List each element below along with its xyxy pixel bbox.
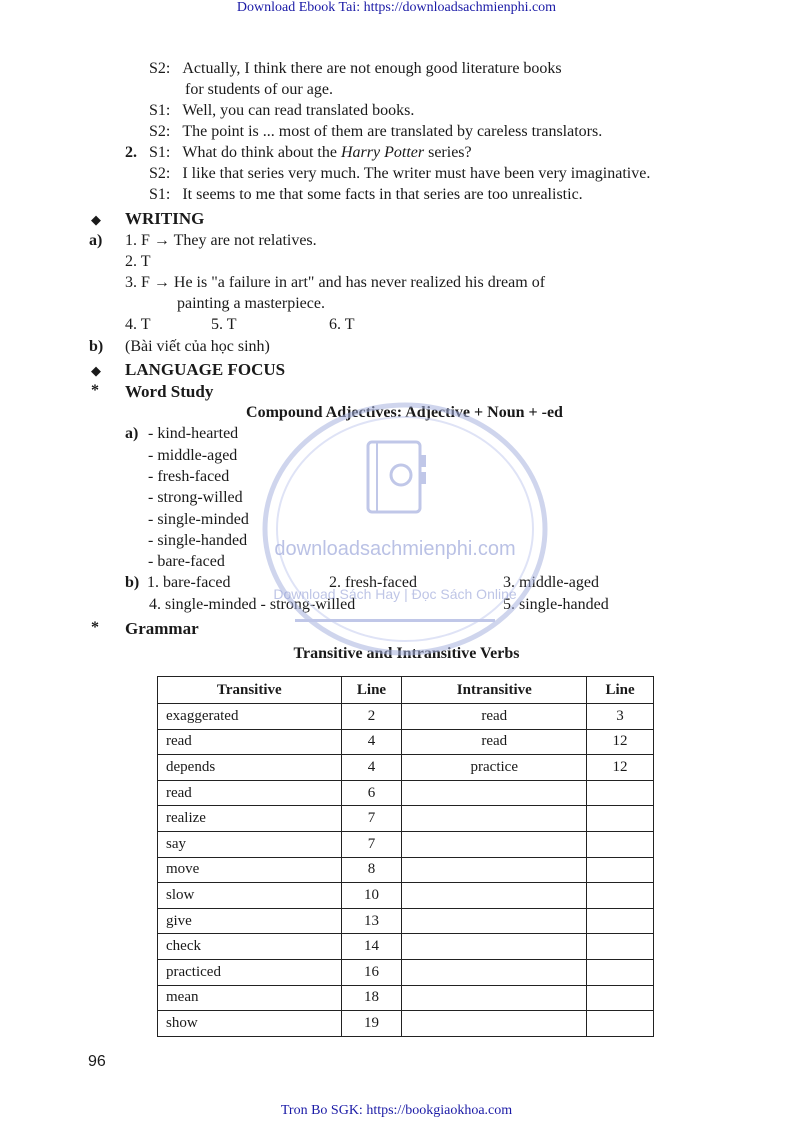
- list-item: - single-handed: [148, 532, 248, 549]
- star-bullet: *: [91, 382, 99, 399]
- cell-transitive: move: [158, 857, 342, 883]
- cell-line: [587, 934, 654, 960]
- cell-intransitive: [402, 959, 587, 985]
- table-row: [158, 780, 654, 806]
- cell-intransitive: read: [402, 704, 587, 730]
- answer-line: 4. single-minded - strong-willed: [149, 596, 356, 613]
- answer-line: 6. T: [329, 316, 355, 333]
- dialogue-line: [149, 123, 602, 141]
- dialogue-text: Actually, I think there are not enough good literature books: [182, 60, 562, 77]
- answer-line: 2. fresh-faced: [329, 574, 417, 591]
- compound-adjectives-title: Compound Adjectives: Adjective + Noun + -ed: [246, 404, 563, 421]
- table-row: [158, 908, 654, 934]
- answer-line: 3. F → He is "a failure in art" and has never realized his dream of: [125, 274, 546, 291]
- answer-line: 1. bare-faced: [147, 574, 231, 591]
- cell-intransitive: [402, 883, 587, 909]
- cell-intransitive: read: [402, 729, 587, 755]
- dialogue-line: [149, 144, 472, 162]
- list-item: - middle-aged: [148, 447, 238, 464]
- watermark-tagline: Download Sách Hay | Đọc Sách Online: [273, 586, 517, 602]
- dialogue-line-cont: for students of our age.: [185, 81, 333, 98]
- dialogue-text: The point is ... most of them are translated by careless translators.: [182, 123, 603, 140]
- list-item: - kind-hearted: [148, 425, 239, 442]
- cell-intransitive: [402, 908, 587, 934]
- cell-line: 2: [341, 704, 402, 730]
- answer-line-cont: painting a masterpiece.: [177, 295, 325, 312]
- dialogue-line: [149, 165, 650, 183]
- cell-line: 10: [341, 883, 402, 909]
- answer-line: 4. T: [125, 316, 151, 333]
- cell-transitive: show: [158, 1011, 342, 1037]
- list-item: - fresh-faced: [148, 468, 230, 485]
- diamond-bullet-icon: ◆: [91, 363, 101, 378]
- header-download-link[interactable]: Download Ebook Tai: https://downloadsachmienphi.com: [236, 0, 557, 15]
- item-label-b: b): [125, 574, 140, 591]
- cell-line: 7: [341, 806, 402, 832]
- table-row: [158, 857, 654, 883]
- subheading-word-study: Word Study: [125, 382, 214, 401]
- speaker-label: S2:: [149, 123, 171, 140]
- cell-line: 6: [341, 780, 402, 806]
- cell-line: 4: [341, 755, 402, 781]
- header-line: Line: [341, 677, 402, 704]
- speaker-label: S2:: [149, 60, 171, 77]
- cell-line: 18: [341, 985, 402, 1011]
- table-row: [158, 934, 654, 960]
- cell-line: [587, 985, 654, 1011]
- cell-transitive: read: [158, 780, 342, 806]
- answer-line: 1. F → They are not relatives.: [125, 232, 317, 249]
- table-row: [158, 704, 654, 730]
- cell-transitive: read: [158, 729, 342, 755]
- answer-line: 2. T: [125, 253, 151, 270]
- cell-intransitive: [402, 985, 587, 1011]
- subheading-grammar: Grammar: [125, 619, 199, 638]
- diamond-bullet-icon: ◆: [91, 212, 101, 227]
- table-row: [158, 1011, 654, 1037]
- section-heading-language-focus: LANGUAGE FOCUS: [125, 360, 286, 379]
- cell-transitive: check: [158, 934, 342, 960]
- cell-line: [587, 959, 654, 985]
- table-row: [158, 755, 654, 781]
- cell-line: 12: [587, 729, 654, 755]
- cell-line: [587, 883, 654, 909]
- list-item: - bare-faced: [148, 553, 225, 570]
- dialogue-line: [149, 102, 414, 120]
- answer-line: (Bài viết của học sinh): [125, 338, 270, 355]
- watermark-logo: [255, 400, 555, 658]
- speaker-label: S1:: [149, 144, 171, 161]
- cell-line: 3: [587, 704, 654, 730]
- watermark-site: downloadsachmienphi.com: [274, 538, 516, 560]
- cell-line: 7: [341, 831, 402, 857]
- speaker-label: S1:: [149, 186, 171, 203]
- item-label-a: a): [125, 425, 139, 442]
- dialogue-text: series?: [424, 144, 472, 161]
- cell-line: 19: [341, 1011, 402, 1037]
- table-header-row: [158, 677, 654, 704]
- cell-intransitive: practice: [402, 755, 587, 781]
- cell-transitive: depends: [158, 755, 342, 781]
- answer-line: 3. middle-aged: [503, 574, 599, 591]
- book-title: Harry Potter: [340, 144, 425, 161]
- cell-line: 8: [341, 857, 402, 883]
- speaker-label: S2:: [149, 165, 171, 182]
- star-bullet: *: [91, 619, 99, 636]
- list-item: - single-minded: [148, 511, 249, 528]
- speaker-label: S1:: [149, 102, 171, 119]
- cell-transitive: slow: [158, 883, 342, 909]
- cell-line: 16: [341, 959, 402, 985]
- answer-line: 5. T: [211, 316, 237, 333]
- verbs-table: [157, 676, 654, 1037]
- table-row: [158, 806, 654, 832]
- list-item: - strong-willed: [148, 489, 243, 506]
- answer-line: 5. single-handed: [503, 596, 609, 613]
- cell-intransitive: [402, 806, 587, 832]
- cell-line: 14: [341, 934, 402, 960]
- cell-intransitive: [402, 831, 587, 857]
- cell-transitive: exaggerated: [158, 704, 342, 730]
- cell-line: [587, 831, 654, 857]
- cell-transitive: practiced: [158, 959, 342, 985]
- cell-intransitive: [402, 1011, 587, 1037]
- section-heading-writing: WRITING: [125, 209, 205, 228]
- cell-line: [587, 780, 654, 806]
- cell-line: [587, 1011, 654, 1037]
- dialogue-number: 2.: [125, 144, 137, 161]
- table-row: [158, 831, 654, 857]
- cell-transitive: mean: [158, 985, 342, 1011]
- cell-transitive: realize: [158, 806, 342, 832]
- cell-line: 13: [341, 908, 402, 934]
- header-transitive: Transitive: [158, 677, 342, 704]
- table-row: [158, 729, 654, 755]
- table-title: Transitive and Intransitive Verbs: [293, 645, 520, 662]
- cell-transitive: give: [158, 908, 342, 934]
- table-row: [158, 959, 654, 985]
- dialogue-line: [149, 186, 583, 204]
- header-line: Line: [587, 677, 654, 704]
- cell-intransitive: [402, 857, 587, 883]
- page-number: 96: [88, 1053, 106, 1070]
- footer-sgk-link[interactable]: Tron Bo SGK: https://bookgiaokhoa.com: [280, 1103, 513, 1118]
- dialogue-text: What do think about the: [182, 144, 341, 161]
- cell-intransitive: [402, 780, 587, 806]
- dialogue-text: It seems to me that some facts in that series are too unrealistic.: [182, 186, 583, 203]
- table-row: [158, 883, 654, 909]
- dialogue-text: Well, you can read translated books.: [182, 102, 415, 119]
- dialogue-line: [149, 60, 562, 78]
- cell-line: [587, 908, 654, 934]
- cell-intransitive: [402, 934, 587, 960]
- dialogue-text: I like that series very much. The writer must have been very imaginative.: [182, 165, 651, 182]
- cell-transitive: say: [158, 831, 342, 857]
- cell-line: 12: [587, 755, 654, 781]
- item-label-a: a): [89, 232, 103, 249]
- cell-line: [587, 857, 654, 883]
- cell-line: 4: [341, 729, 402, 755]
- item-label-b: b): [89, 338, 104, 355]
- cell-line: [587, 806, 654, 832]
- address-book-icon: [368, 442, 426, 512]
- table-row: [158, 985, 654, 1011]
- header-intransitive: Intransitive: [402, 677, 587, 704]
